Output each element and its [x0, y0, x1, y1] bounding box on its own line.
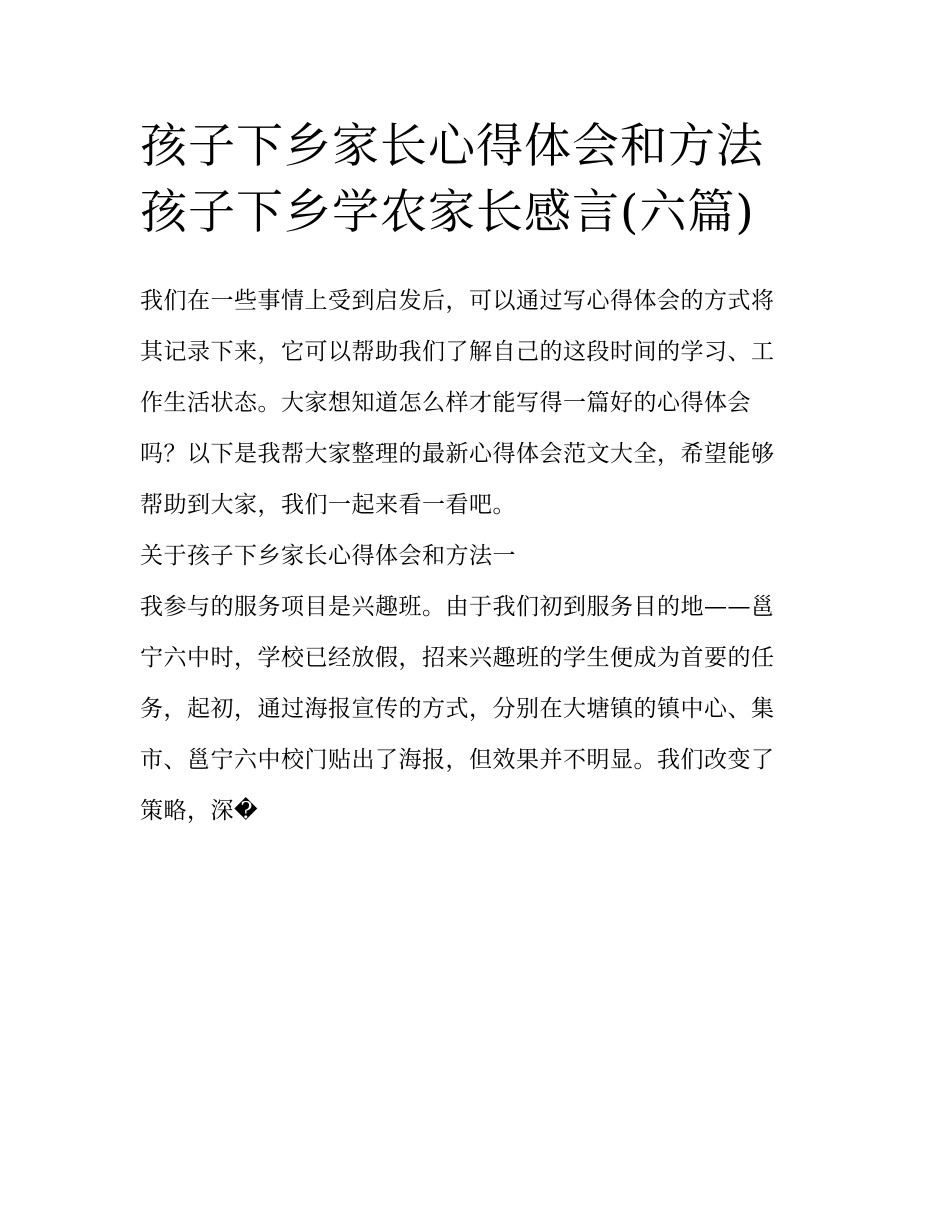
document-title: [140, 114, 820, 246]
document-body: [140, 276, 820, 837]
body-line: 吗？以下是我帮大家整理的最新心得体会范文大全，希望能够: [140, 441, 775, 467]
body-line: 市、邕宁六中校门贴出了海报，但效果并不明显。我们改变了: [140, 747, 775, 773]
body-line: 务，起初，通过海报宣传的方式，分别在大塘镇的镇中心、集: [140, 696, 775, 722]
section-heading: 关于孩子下乡家长心得体会和方法一: [140, 543, 516, 569]
body-line: 作生活状态。大家想知道怎么样才能写得一篇好的心得体会: [140, 390, 751, 416]
body-line: 我们在一些事情上受到启发后，可以通过写心得体会的方式将: [140, 288, 775, 314]
body-line: 策略，深�: [140, 798, 259, 824]
title-line-1: 孩子下乡家长心得体会和方法: [140, 119, 764, 174]
body-line: 帮助到大家，我们一起来看一看吧。: [140, 492, 516, 518]
body-line: 其记录下来，它可以帮助我们了解自己的这段时间的学习、工: [140, 339, 775, 365]
title-line-2: 孩子下乡学农家长感言(六篇): [140, 185, 755, 240]
body-line: 我参与的服务项目是兴趣班。由于我们初到服务目的地——邕: [140, 594, 775, 620]
body-line: 宁六中时，学校已经放假，招来兴趣班的学生便成为首要的任: [140, 645, 775, 671]
